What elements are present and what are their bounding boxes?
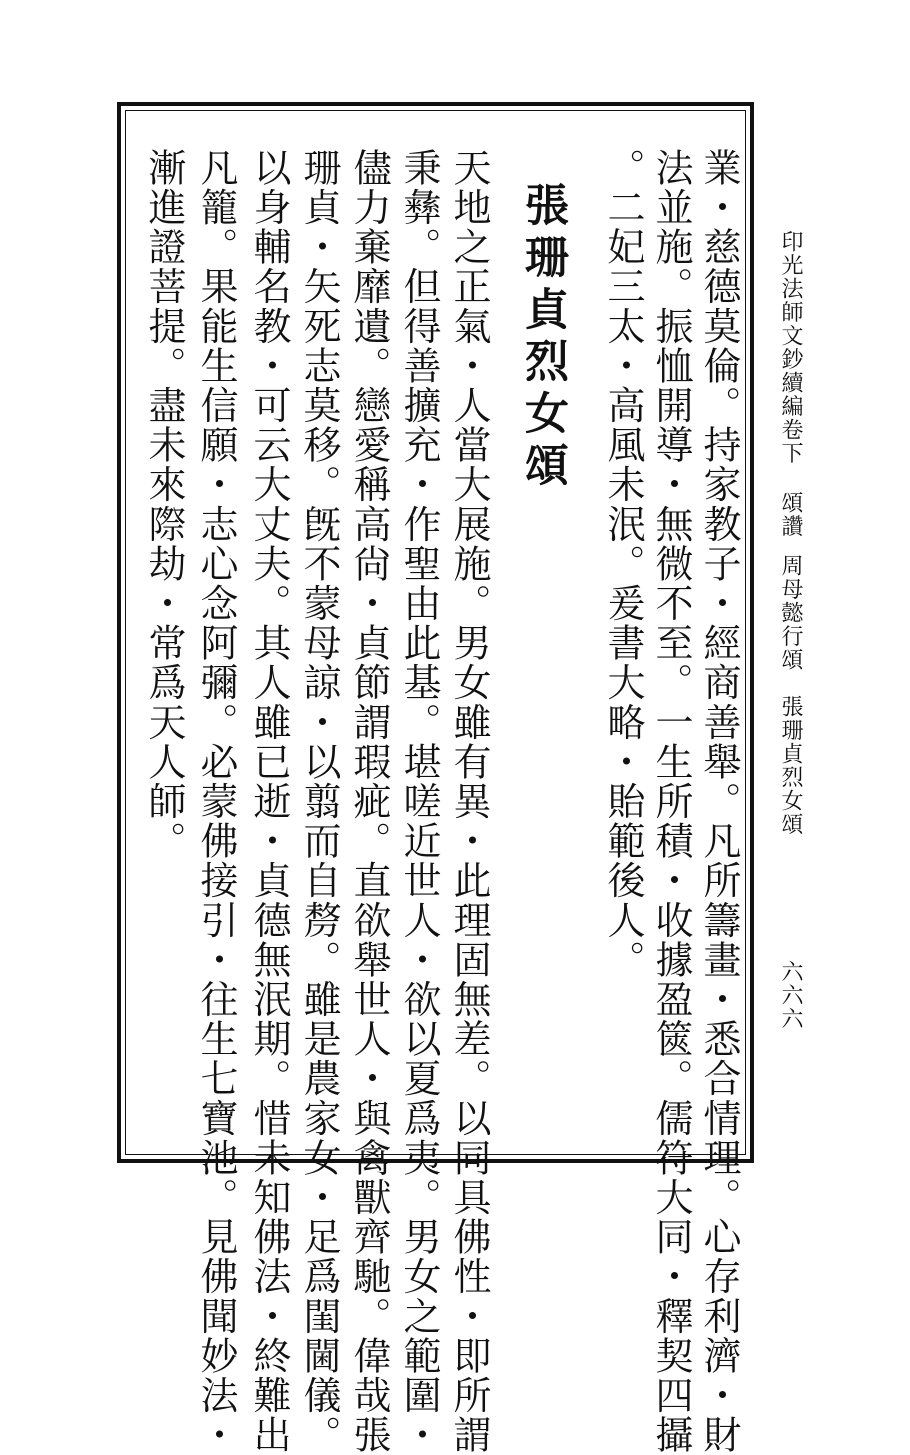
poem-title: 張珊貞烈女頌 — [517, 182, 568, 494]
text-column: 天地之正氣・人當大展施。男女雖有異・此理固無差。以同具佛性・即所謂 — [447, 148, 491, 1455]
running-header — [779, 230, 801, 836]
page-number: 六六六 — [778, 960, 803, 1031]
text-column: 。二妃三太・高風未泯。爰書大略・貽範後人。 — [601, 148, 645, 980]
text-column: 凡籠。果能生信願・志心念阿彌。必蒙佛接引・往生七寶池。見佛聞妙法・ — [194, 148, 238, 1455]
subsection-titles: 周母懿行頌 張珊貞烈女頌 — [778, 554, 803, 836]
book-title: 印光法師文鈔續編卷下 — [778, 230, 803, 465]
section-title: 頌讚 — [778, 491, 803, 538]
text-column: 以身輔名教・可云大丈夫。其人雖已逝・貞德無泯期。惜未知佛法・終難出 — [247, 148, 291, 1455]
text-column: 秉彝。但得善擴充・作聖由此基。堪嗟近世人・欲以夏爲夷。男女之範圍・ — [397, 148, 441, 1455]
text-column: 法並施。振恤開導・無微不至。一生所積・收據盈篋。儒符大同・釋契四攝 — [649, 148, 693, 1455]
text-column: 儘力棄靡遺。戀愛稱高尙・貞節謂瑕疵。直欲舉世人・與禽獸齊馳。偉哉張 — [347, 148, 391, 1455]
text-column: 漸進證菩提。盡未來際劫・常爲天人師。 — [142, 148, 186, 861]
text-column: 業・慈德莫倫。持家教子・經商善舉。凡所籌畫・悉合情理。心存利濟・財 — [697, 148, 741, 1455]
text-column: 珊貞・矢死志莫移。旣不蒙母諒・以翦而自剺。雖是農家女・足爲閨閫儀。 — [297, 148, 341, 1455]
